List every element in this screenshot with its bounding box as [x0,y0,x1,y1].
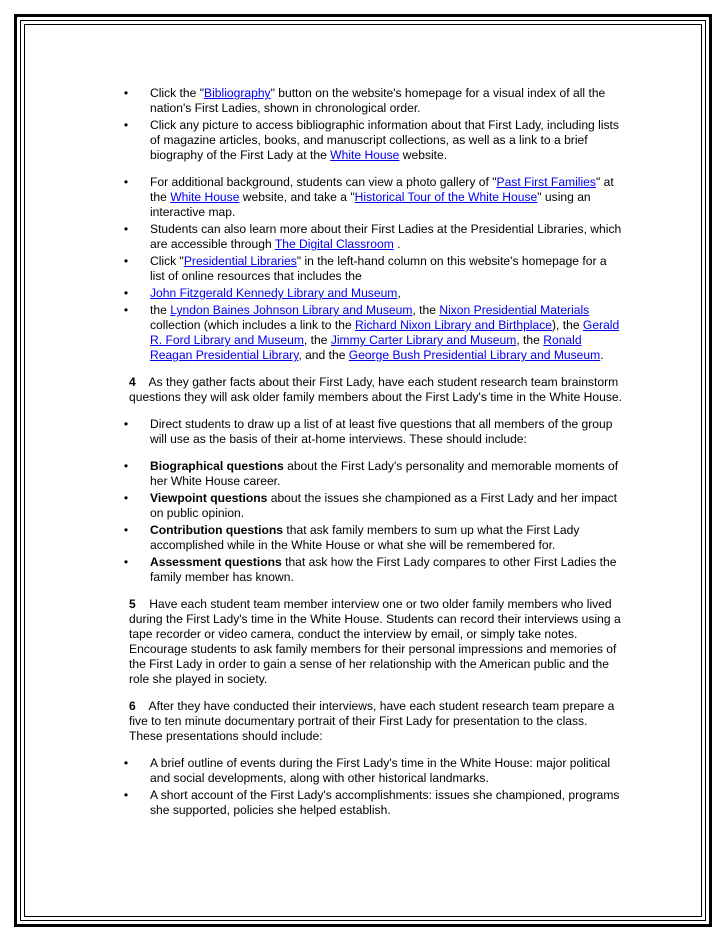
text-segment: For additional background, students can view a photo gallery of " [150,175,497,189]
bullet-icon: • [123,555,129,569]
the-digital-classroom-link[interactable]: The Digital Classroom [274,237,394,251]
white-house-link[interactable]: White House [330,148,400,162]
bold-term: Contribution questions [150,523,284,537]
text-segment: ), the [552,318,583,332]
list-item [123,86,623,116]
text-segment: Click " [150,254,184,268]
bullet-list-presentation [123,756,623,818]
list-item [123,118,623,163]
text-segment: " at the [150,175,614,204]
george-bush-presidential-library-and-museum-link[interactable]: George Bush Presidential Library and Museum [348,348,601,362]
text-segment: " button on the website's homepage for a visual index of all the nation's First Ladies, shown in chronological order. [150,86,606,115]
bullet-icon: • [123,222,129,236]
text-segment: , the [303,333,331,347]
bold-term: Assessment questions [150,555,282,569]
bullet-icon: • [123,491,129,505]
text-segment: that ask how the First Lady compares to other First Ladies the family member has known. [150,555,617,584]
text-segment: website. [399,148,448,162]
text-segment: , the [412,303,440,317]
list-item [123,788,623,818]
text-segment: about the issues she championed as a First Lady and her impact on public opinion. [150,491,617,520]
text-segment: Click any picture to access bibliographic information about that First Lady, including lists of magazine articles, books, and manuscript collections, as well as a link to a brief biography of the First Lady at the [150,118,619,162]
nixon-presidential-materials-link[interactable]: Nixon Presidential Materials [439,303,590,317]
list-item [123,175,623,220]
document-body [123,86,623,818]
text-segment: Direct students to draw up a list of at least five questions that all members of the group will use as the basis of their at-home interviews. These should include: [150,417,613,446]
bullet-icon: • [123,756,129,770]
bullet-list-question-types [123,459,623,585]
step-5-paragraph [129,597,623,687]
bullet-list-bibliography [123,86,623,163]
list-item [123,756,623,786]
list-item [123,222,623,252]
step-text: As they gather facts about their First Lady, have each student research team brainstorm questions they will ask older family members about the First Lady's time in the White House. [129,375,622,404]
bullet-icon: • [123,417,129,431]
step-text: After they have conducted their interviews, have each student research team prepare a five to ten minute documentary portrait of their First Lady for presentation to the class. These presentations should include: [129,699,615,743]
ronald-reagan-presidential-library-link[interactable]: Ronald Reagan Presidential Library [150,333,582,362]
list-item [123,523,623,553]
gerald-r-ford-library-and-museum-link[interactable]: Gerald R. Ford Library and Museum [150,318,620,347]
list-item [123,417,623,447]
historical-tour-of-the-white-house-link[interactable]: Historical Tour of the White House [354,190,538,204]
text-segment: A brief outline of events during the First Lady's time in the White House: major political and social developments, along with other historical landmarks. [150,756,611,785]
text-segment: Students can also learn more about their First Ladies at the Presidential Libraries, which are accessible through [150,222,622,251]
bullet-icon: • [123,86,129,100]
bibliography-link[interactable]: Bibliography [204,86,271,100]
bold-term: Viewpoint questions [150,491,268,505]
bullet-list-questions-intro [123,417,623,447]
list-item [123,459,623,489]
step-text: Have each student team member interview one or two older family members who lived during the First Lady's time in the White House. Students can record their interviews using a tape recorder or video camera, conduct the interview by email, or simply take notes. Encourage students to ask family members for their personal impressions and memories of the First Lady in order to gain a sense of her relationship with the American public and the role she played in society. [129,597,621,686]
bullet-list-background [123,175,623,363]
text-segment: , the [516,333,544,347]
text-segment: about the First Lady's personality and memorable moments of her White House career. [150,459,619,488]
step-number: 6 [129,699,136,713]
lyndon-baines-johnson-library-and-museum-link[interactable]: Lyndon Baines Johnson Library and Museum [170,303,413,317]
bullet-icon: • [123,118,129,132]
john-fitzgerald-kennedy-library-and-museum-link[interactable]: John Fitzgerald Kennedy Library and Museum [150,286,398,300]
text-segment: " in the left-hand column on this website's homepage for a list of online resources that includes the [150,254,607,283]
white-house-link[interactable]: White House [170,190,240,204]
text-segment: collection (which includes a link to the [150,318,356,332]
bullet-icon: • [123,254,129,268]
jimmy-carter-library-and-museum-link[interactable]: Jimmy Carter Library and Museum [330,333,517,347]
list-item [123,254,623,284]
bullet-icon: • [123,523,129,537]
text-segment: . [600,348,604,362]
list-item [123,303,623,363]
text-segment: . [393,237,401,251]
text-segment: , [397,286,401,300]
step-number: 4 [129,375,136,389]
list-item [123,491,623,521]
text-segment: website, and take a " [239,190,355,204]
bullet-icon: • [123,286,129,300]
text-segment: Click the " [150,86,205,100]
list-item [123,555,623,585]
text-segment: that ask family members to sum up what the First Lady accomplished while in the White House or what she will be remembered for. [150,523,580,552]
text-segment: , and the [298,348,349,362]
bullet-icon: • [123,459,129,473]
text-segment: A short account of the First Lady's accomplishments: issues she championed, programs she supported, policies she helped establish. [150,788,620,817]
step-6-paragraph [129,699,623,744]
step-4-paragraph [0,375,623,405]
step-number: 5 [129,597,136,611]
text-segment: " using an interactive map. [150,190,591,219]
bullet-icon: • [123,175,129,189]
bullet-icon: • [123,303,129,317]
bullet-icon: • [123,788,129,802]
text-segment: the [150,303,171,317]
list-item [123,286,623,301]
bold-term: Biographical questions [150,459,284,473]
richard-nixon-library-and-birthplace-link[interactable]: Richard Nixon Library and Birthplace [355,318,552,332]
past-first-families-link[interactable]: Past First Families [496,175,596,189]
presidential-libraries-link[interactable]: Presidential Libraries [183,254,297,268]
